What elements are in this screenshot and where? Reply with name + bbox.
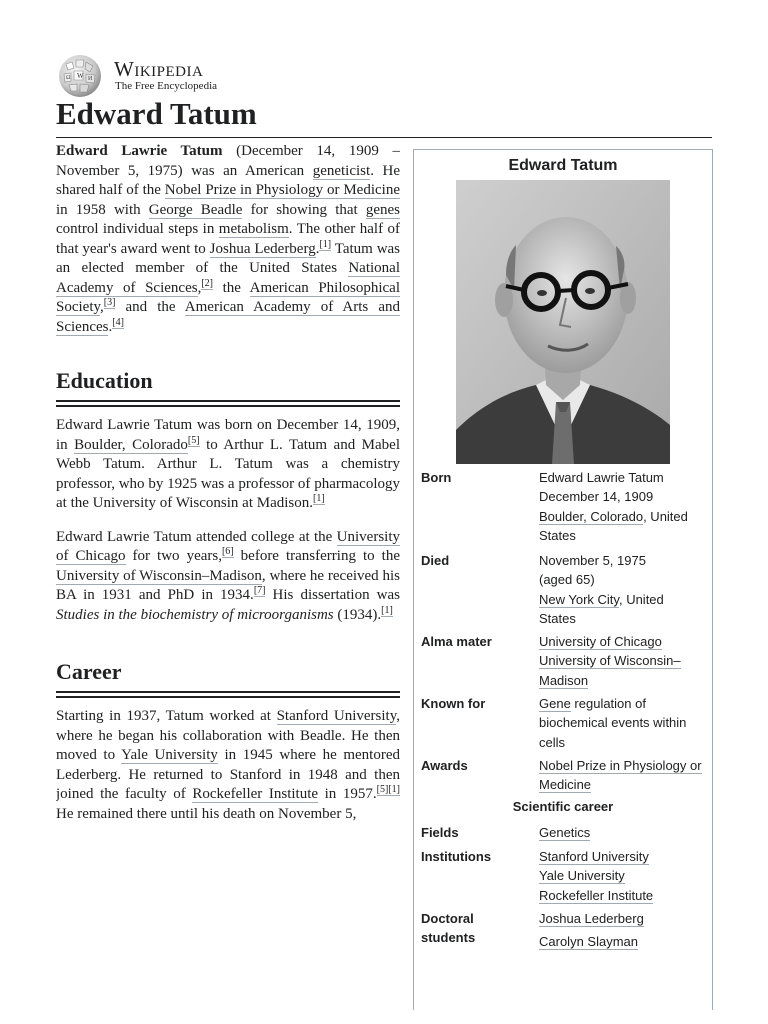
infobox-label: Awards bbox=[421, 758, 468, 773]
link-nobel-prize[interactable]: Nobel Prize in Physiology or Medicine bbox=[164, 182, 400, 198]
citation-link[interactable]: [3] bbox=[103, 297, 116, 308]
section-divider bbox=[56, 691, 400, 698]
link-joshua-lederberg[interactable]: Joshua Lederberg bbox=[209, 240, 316, 257]
svg-text:W: W bbox=[77, 72, 84, 80]
link-gene[interactable]: Gene bbox=[539, 696, 571, 711]
link-genes[interactable]: genes bbox=[365, 201, 400, 218]
svg-text:И: И bbox=[88, 76, 93, 82]
link-rockefeller-institute[interactable]: Rockefeller Institute bbox=[539, 887, 654, 903]
link-american-philosophical-society[interactable]: American Philosophical Society bbox=[56, 279, 400, 315]
page-title: Edward Tatum bbox=[56, 96, 257, 131]
link-university-of-wisconsin[interactable]: University of Wisconsin–Madison bbox=[56, 567, 262, 584]
wikipedia-logo[interactable] bbox=[56, 54, 356, 98]
citation-link[interactable]: [7] bbox=[253, 585, 266, 596]
link-university-of-chicago[interactable]: University of Chicago bbox=[56, 528, 400, 564]
link-national-academy[interactable]: National Academy of Sciences bbox=[56, 260, 400, 296]
citation-link[interactable]: [1] bbox=[388, 784, 400, 795]
citation-link[interactable]: [1] bbox=[319, 238, 332, 250]
intro-paragraph: Edward Lawrie Tatum (December 14, 1909 – November 5, 1975) was an American geneticist. He shared half of the Nobel Prize in Physiology or Medicine in 1958 with George Beadle for showing that genes control individual steps in metabolism. The other half of that year's award went to Joshua Lederberg.[1] Tatum was an elected member of the United States National Academy of Sciences,[2] the American Philosophical Society,[3] and the American Academy of Arts and Sciences.[4] bbox=[56, 143, 400, 335]
infobox-value: Gene regulation of biochemical events within cells bbox=[539, 696, 687, 750]
svg-text:Ω: Ω bbox=[66, 75, 71, 81]
citation-link[interactable]: [2] bbox=[201, 277, 213, 289]
title-divider bbox=[56, 137, 712, 138]
link-joshua-lederberg[interactable]: Joshua Lederberg bbox=[539, 911, 644, 926]
citation-link[interactable]: [1] bbox=[381, 604, 393, 616]
infobox-label: Died bbox=[421, 553, 450, 568]
infobox-label: Known for bbox=[421, 696, 486, 711]
link-genetics[interactable]: Genetics bbox=[539, 825, 591, 840]
citation-link[interactable]: [4] bbox=[112, 316, 124, 328]
infobox-subheading: Scientific career bbox=[512, 799, 614, 814]
infobox-value bbox=[539, 823, 704, 842]
section-divider bbox=[56, 400, 400, 407]
link-george-beadle[interactable]: George Beadle bbox=[148, 201, 243, 218]
citation-link[interactable]: [1] bbox=[313, 493, 325, 504]
link-stanford-university[interactable]: Stanford University bbox=[539, 849, 649, 864]
infobox-label: Fields bbox=[421, 825, 459, 840]
link-new-york-city[interactable]: New York City bbox=[539, 591, 619, 607]
link-yale-university[interactable]: Yale University bbox=[539, 868, 625, 884]
career-paragraph-1: Starting in 1937, Tatum worked at Stanford University, where he began his collaboration with Beadle. He then moved to Yale University in 1945 where he mentored Lederberg. He returned to Stanford in 1948 and then joined the faculty of Rockefeller Institute in 1957.[5][1] He remained there until his death on November 5, bbox=[56, 708, 400, 822]
citation-link[interactable]: [5] bbox=[187, 434, 200, 446]
infobox-value bbox=[539, 847, 704, 905]
infobox-label: Doctoral students bbox=[421, 911, 476, 946]
wikipedia-globe-icon bbox=[56, 54, 104, 98]
citation-link[interactable]: [5] bbox=[376, 784, 389, 795]
infobox-value bbox=[539, 756, 704, 795]
subject-name: Edward Lawrie Tatum bbox=[56, 143, 223, 159]
infobox-value: November 5, 1975 (aged 65) New York City, United States bbox=[539, 553, 664, 626]
link-american-academy[interactable]: American Academy of Arts and Sciences bbox=[56, 299, 400, 335]
link-stanford-university[interactable]: Stanford University bbox=[276, 708, 397, 724]
education-paragraph-2: Edward Lawrie Tatum attended college at the University of Chicago for two years,[6] before transferring to the University of Wisconsin–Madison, where he received his BA in 1931 and PhD in 1934.[7] His dissertation was Studies in the biochemistry of microorganisms (1934).[1] bbox=[56, 528, 400, 623]
infobox-value bbox=[539, 632, 704, 690]
citation-link[interactable]: [6] bbox=[221, 546, 234, 557]
infobox-label: Alma mater bbox=[421, 634, 492, 649]
section-heading-education: Education bbox=[56, 368, 153, 393]
link-boulder-colorado[interactable]: Boulder, Colorado bbox=[539, 508, 644, 524]
article-body bbox=[56, 142, 400, 1002]
infobox-value: Edward Lawrie Tatum December 14, 1909 Boulder, Colorado, United States bbox=[539, 470, 688, 543]
education-paragraph-1: Edward Lawrie Tatum was born on December 14, 1909, in Boulder, Colorado[5] to Arthur L. Tatum and Mabel Webb Tatum. Arthur L. Tatum was a chemistry professor, who by 1925 was a professor of pharmacology at the University of Wisconsin at Madison.[1] bbox=[56, 417, 400, 511]
dissertation-title: Studies in the biochemistry of microorganisms bbox=[56, 606, 334, 623]
infobox-label: Institutions bbox=[421, 849, 492, 864]
infobox-title: Edward Tatum bbox=[508, 157, 618, 174]
link-university-of-wisconsin[interactable]: University of Wisconsin–Madison bbox=[539, 653, 681, 688]
link-carolyn-slayman[interactable]: Carolyn Slayman bbox=[539, 934, 638, 950]
link-geneticist[interactable]: geneticist bbox=[312, 162, 371, 179]
link-university-of-chicago[interactable]: University of Chicago bbox=[539, 634, 662, 649]
link-rockefeller-institute[interactable]: Rockefeller Institute bbox=[192, 786, 319, 802]
portrait-image[interactable] bbox=[456, 180, 670, 464]
link-yale-university[interactable]: Yale University bbox=[121, 747, 218, 763]
link-metabolism[interactable]: metabolism bbox=[218, 221, 289, 237]
link-nobel-prize[interactable]: Nobel Prize in Physiology or Medicine bbox=[539, 758, 702, 793]
infobox-label: Born bbox=[421, 470, 452, 485]
infobox bbox=[413, 149, 713, 1010]
infobox-value bbox=[539, 909, 704, 952]
link-boulder-colorado[interactable]: Boulder, Colorado bbox=[74, 436, 188, 453]
wikipedia-wordmark: Wikipedia bbox=[114, 57, 204, 81]
section-heading-career: Career bbox=[56, 659, 122, 684]
wikipedia-tagline: The Free Encyclopedia bbox=[115, 80, 218, 92]
